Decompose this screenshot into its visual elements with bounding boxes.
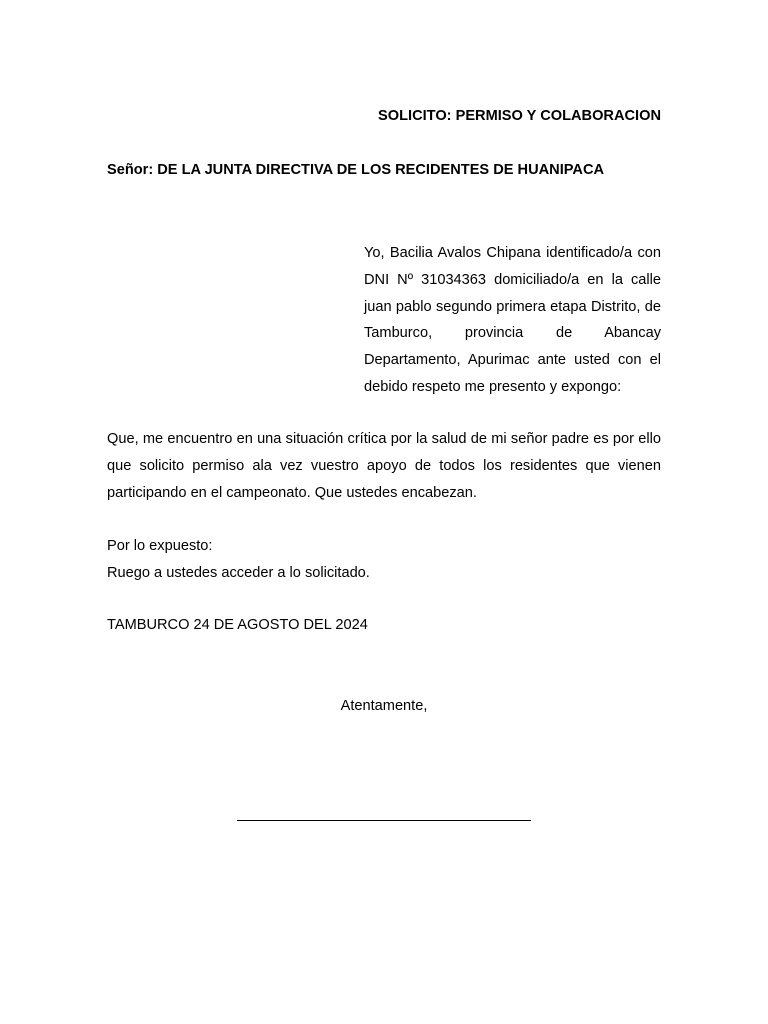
closing-block [107, 533, 370, 587]
regards-line: Atentamente, [340, 698, 428, 714]
intro-paragraph: Yo, Bacilia Avalos Chipana identificado/a con DNI Nº 31034363 domiciliado/a en la calle juan pablo segundo primera etapa Distrito, de Tamburco, provincia de Abancay Departamento, Apurimac ante usted con el debido respeto me presento y expongo: [364, 245, 661, 395]
addressee-line: Señor: DE LA JUNTA DIRECTIVA DE LOS RECIDENTES DE HUANIPACA [107, 162, 605, 178]
closing-line-2: Ruego a ustedes acceder a lo solicitado. [107, 564, 370, 581]
place-date: TAMBURCO 24 DE AGOSTO DEL 2024 [107, 617, 368, 633]
body-paragraph: Que, me encuentro en una situación crítica por la salud de mi señor padre es por ello que solicito permiso ala vez vuestro apoyo de todos los residentes que vienen participando en el campeonato. Que ustedes encabezan. [107, 431, 661, 501]
signature-line [237, 820, 531, 821]
subject-heading: SOLICITO: PERMISO Y COLABORACION [378, 108, 661, 124]
closing-line-1: Por lo expuesto: [107, 538, 213, 554]
